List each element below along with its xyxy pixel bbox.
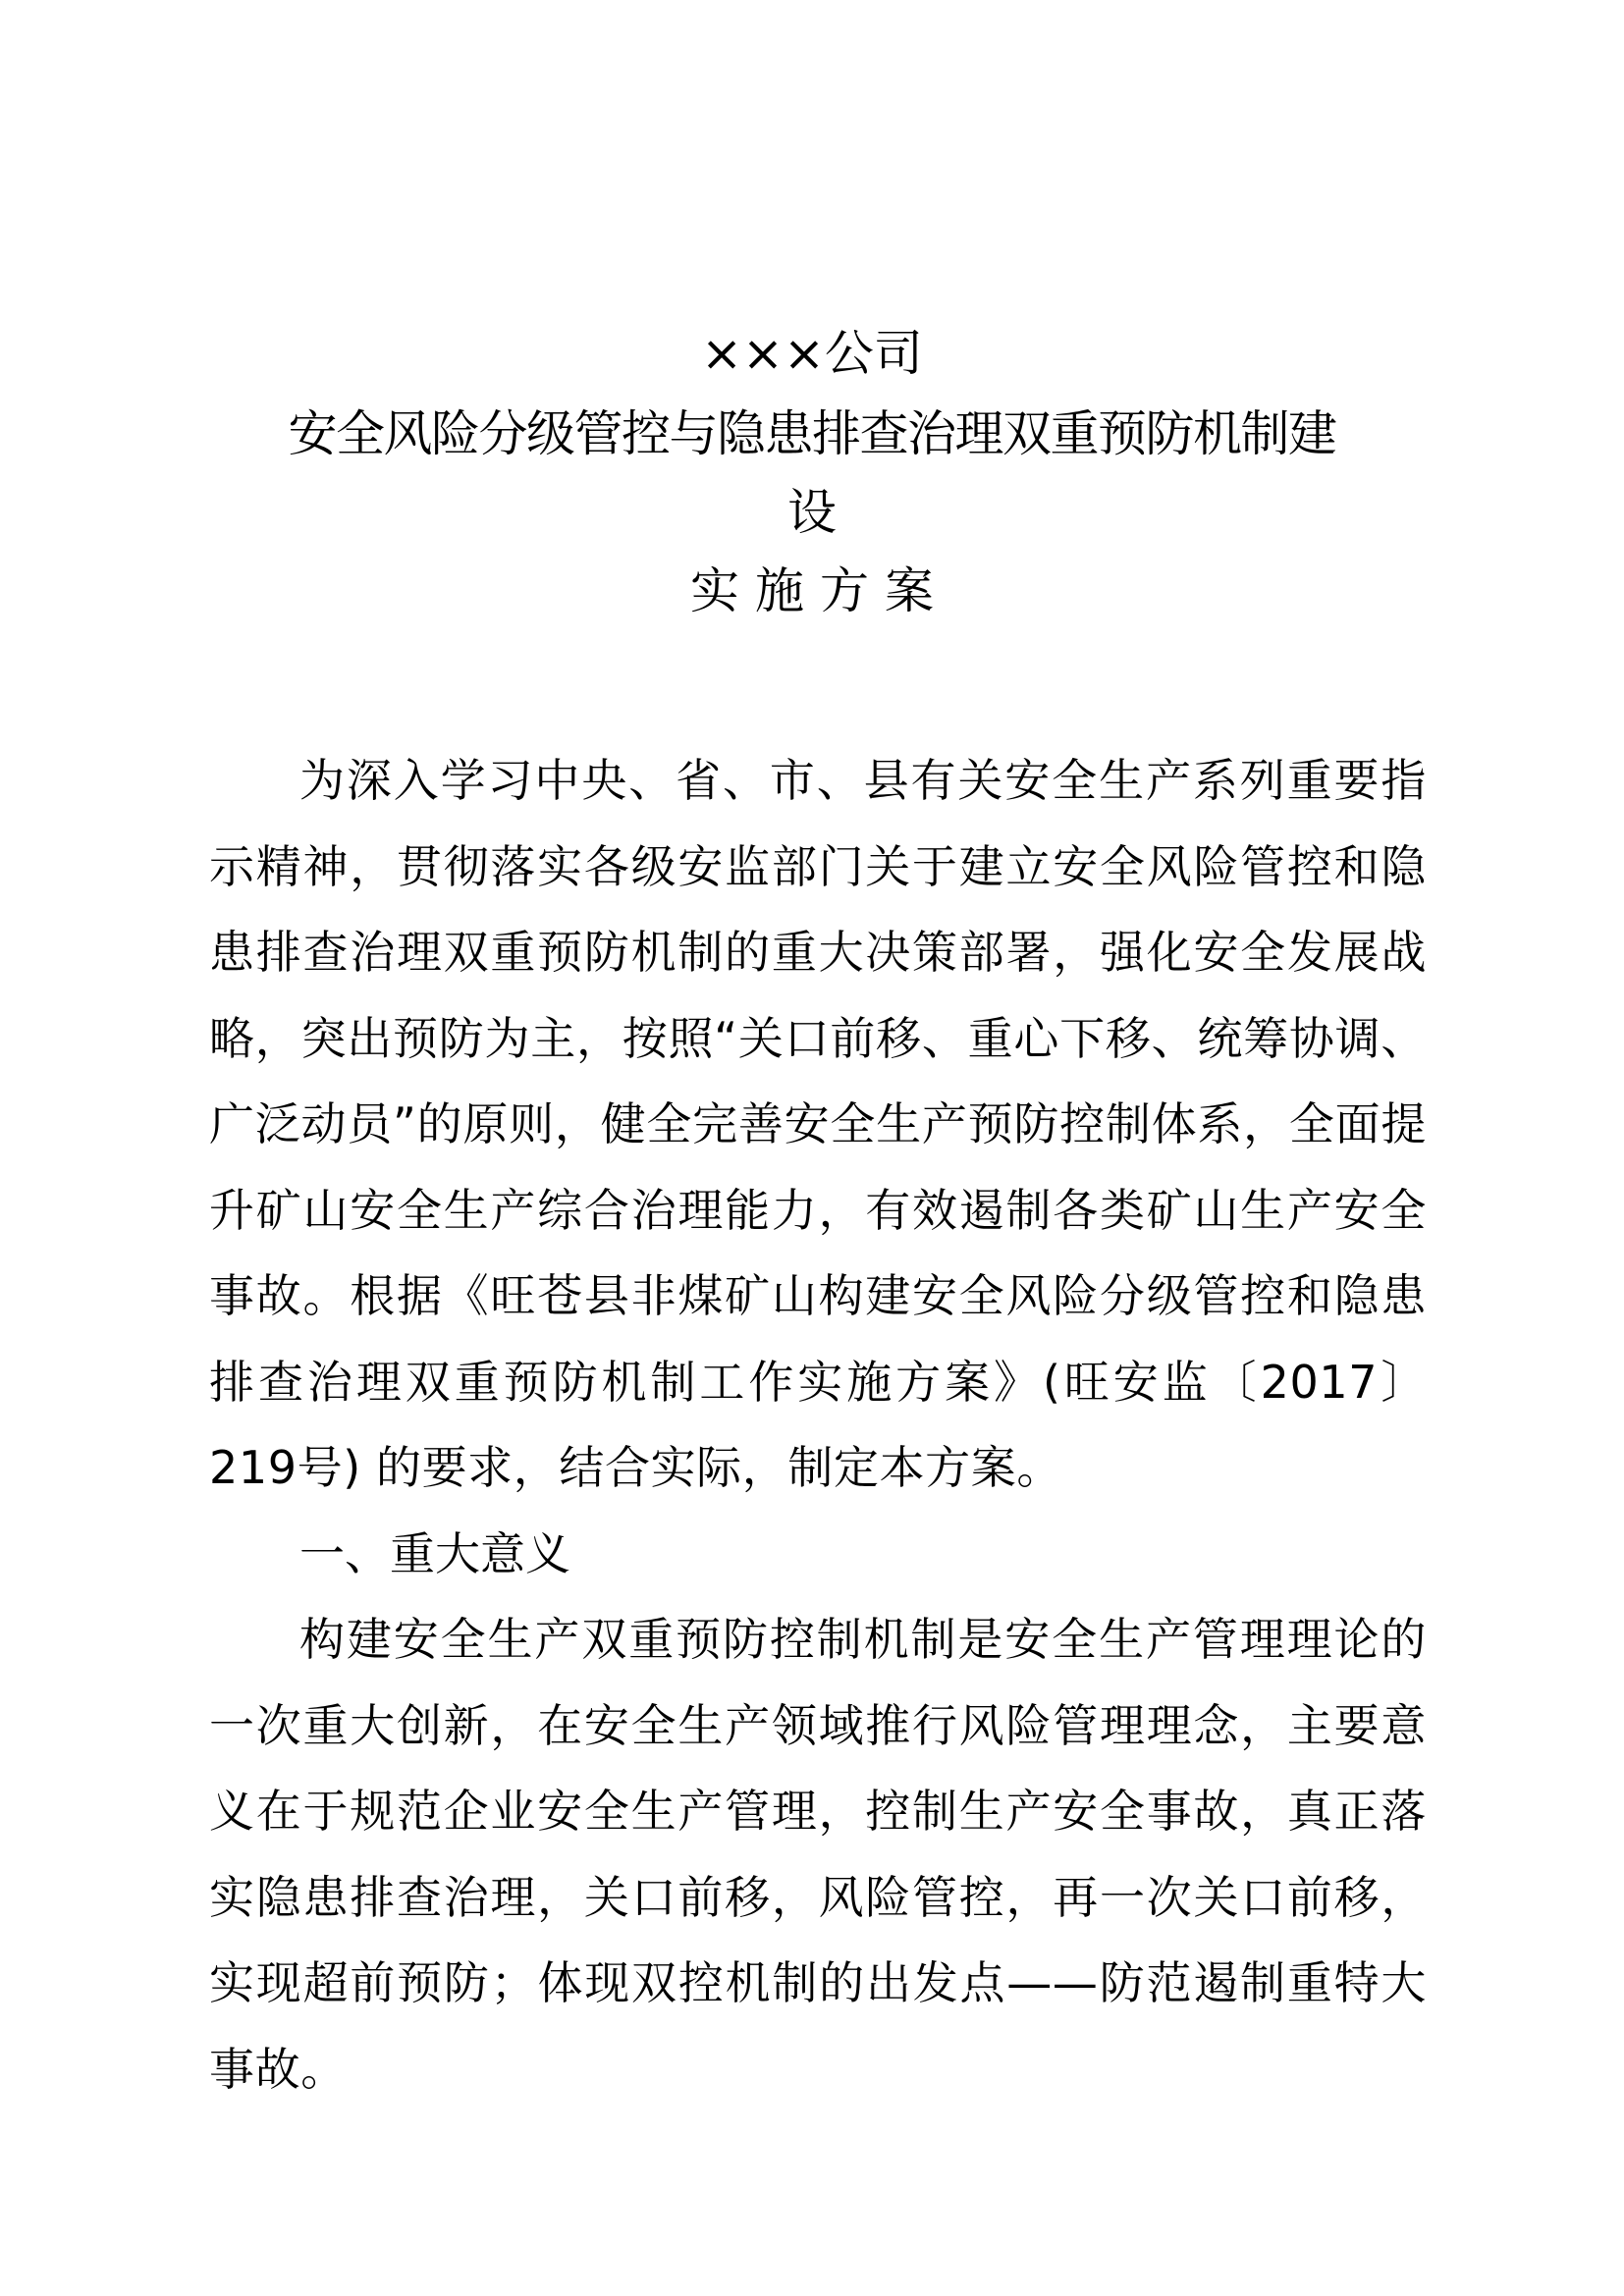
section-heading-significance: 一、重大意义 xyxy=(299,1526,570,1580)
document-title-block xyxy=(196,312,1428,630)
document-body xyxy=(209,738,1427,2112)
document-title-line-1: 安全风险分级管控与隐患排查治理双重预防机制建 xyxy=(288,405,1336,462)
company-name: ×××公司 xyxy=(701,325,923,382)
section-paragraph-significance: 构建安全生产双重预防控制机制是安全生产管理理论的一次重大创新，在安全生产领域推行风险管理理念，主要意义在于规范企业安全生产管理，控制生产安全事故，真正落实隐患排查治理，关口前移，风险管控，再一次关口前移，实现超前预防；体现双控机制的出发点——防范遏制重特大事故。 xyxy=(209,1613,1427,2096)
document-subtitle: 实施方案 xyxy=(690,562,949,619)
intro-paragraph: 为深入学习中央、省、市、县有关安全生产系列重要指示精神，贯彻落实各级安监部门关于建立安全风险管控和隐患排查治理双重预防机制的重大决策部署，强化安全发展战略，突出预防为主，按照“关口前移、重心下移、统筹协调、广泛动员”的原则，健全完善安全生产预防控制体系，全面提升矿山安全生产综合治理能力，有效遏制各类矿山生产安全事故。根据《旺苍县非煤矿山构建安全风险分级管控和隐患排查治理双重预防机制工作实施方案》(旺安监〔2017〕219号) 的要求，结合实际，制定本方案。 xyxy=(209,754,1427,1494)
document-title-line-2: 设 xyxy=(787,484,837,541)
